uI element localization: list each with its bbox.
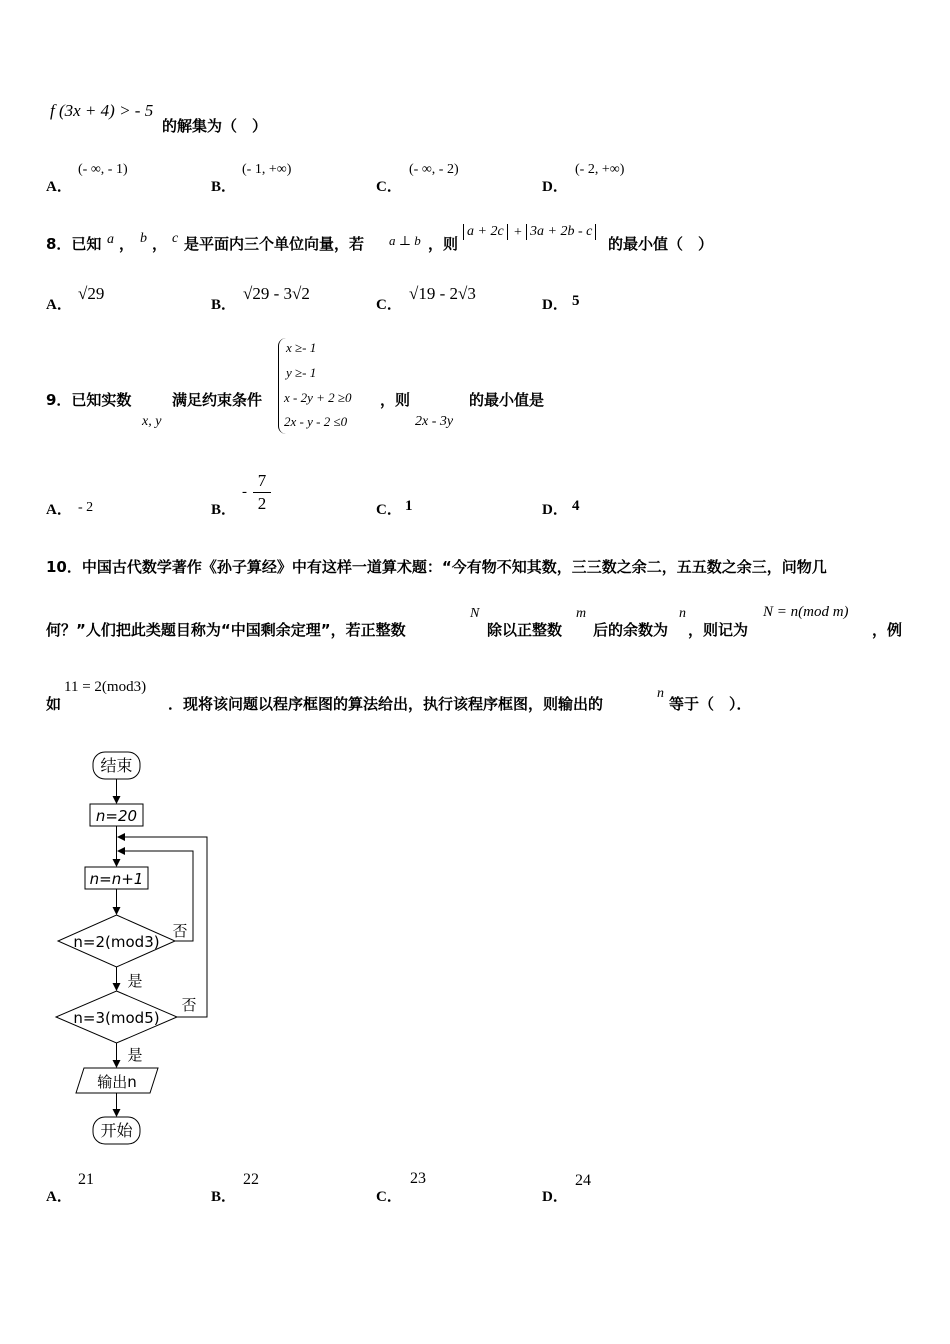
q8-vector-b: b xyxy=(140,231,147,246)
q9-constraint-2: y ≥- 1 xyxy=(286,365,317,380)
q9-option-d-letter: D． xyxy=(542,502,568,518)
q8-vector-c: c xyxy=(172,231,179,246)
q8-norm-1: a + 2c xyxy=(463,224,508,240)
q8-option-d-letter: D． xyxy=(542,297,568,313)
q8-prefix: 8．已知 xyxy=(46,235,102,253)
q7-inequality: f (3x + 4) > - 5 xyxy=(50,101,154,120)
q9-option-a-value: - 2 xyxy=(78,500,94,515)
q10-option-b-letter: B． xyxy=(211,1189,237,1205)
q10-line-3b: ．现将该问题以程序框图的算法给出，执行该程序框图，则输出的 xyxy=(168,695,604,713)
q7-option-a-letter: A． xyxy=(46,179,72,195)
flow-cond2-label: n=3(mod5) xyxy=(73,1009,160,1027)
q8-option-c-letter: C． xyxy=(376,297,402,313)
q9-vars: x, y xyxy=(142,414,162,429)
q7-option-a-value: (- ∞, - 1) xyxy=(78,162,128,177)
q8-then: ，则 xyxy=(428,235,459,253)
q10-option-d-value: 24 xyxy=(575,1172,591,1189)
q7-option-b-letter: B． xyxy=(211,179,237,195)
q8-option-d-value: 5 xyxy=(572,293,580,309)
q10-option-c-value: 23 xyxy=(410,1170,426,1187)
q9-option-c-letter: C． xyxy=(376,502,402,518)
flow-no-1-label: 否 xyxy=(172,922,188,940)
q7-option-d-letter: D． xyxy=(542,179,568,195)
q8-suffix: 的最小值（ ） xyxy=(608,235,714,253)
q8-perp-condition: a ⊥ b xyxy=(389,233,421,248)
q8-option-a-letter: A． xyxy=(46,297,72,313)
q9-suffix: 的最小值是 xyxy=(469,391,545,409)
q7-option-b-value: (- 1, +∞) xyxy=(242,162,292,177)
q8-comma-1: ， xyxy=(119,235,135,253)
q9-option-b-sign: - xyxy=(242,484,247,500)
q10-option-a-value: 21 xyxy=(78,1171,94,1188)
q9-constraint-3: x - 2y + 2 ≥0 xyxy=(284,390,352,405)
flow-yes-1-label: 是 xyxy=(127,972,143,990)
q10-option-c-letter: C． xyxy=(376,1189,402,1205)
q9-prefix: 9．已知实数 xyxy=(46,391,132,409)
q10-line-2e: ，例 xyxy=(872,621,903,639)
q10-line-3c: 等于（ ）． xyxy=(669,695,752,713)
q10-example: 11 = 2(mod3) xyxy=(64,679,147,695)
flow-cond1-label: n=2(mod3) xyxy=(73,933,160,951)
q10-var-m: m xyxy=(576,606,587,621)
q10-option-d-letter: D． xyxy=(542,1189,568,1205)
flow-no-2-label: 否 xyxy=(181,996,197,1014)
q10-line-3a: 如 xyxy=(46,695,62,713)
q9-option-b-denominator: 2 xyxy=(257,494,267,513)
q10-line-2d: ，则记为 xyxy=(688,621,749,639)
q10-option-b-value: 22 xyxy=(243,1171,259,1188)
q9-option-d-value: 4 xyxy=(572,498,580,514)
q10-line-2b: 除以正整数 xyxy=(487,621,563,639)
q8-option-c-value: √19 - 2√3 xyxy=(409,284,476,303)
q8-option-b-value: √29 - 3√2 xyxy=(243,284,310,303)
q8-norm-2: 3a + 2b - c xyxy=(526,224,596,240)
q10-line-1: 10．中国古代数学著作《孙子算经》中有这样一道算术题：“今有物不知其数，三三数之余二，五五数之余三，问物几 xyxy=(46,558,827,576)
q10-notation: N = n(mod m) xyxy=(763,604,849,620)
q10-var-N: N xyxy=(470,606,480,621)
q10-var-n-2: n xyxy=(657,686,664,701)
q7-option-c-letter: C． xyxy=(376,179,402,195)
flow-init-label: n=20 xyxy=(95,807,138,825)
flow-bottom-terminal-label: 开始 xyxy=(100,1121,133,1140)
q9-target: 2x - 3y xyxy=(415,414,454,429)
flow-yes-2-label: 是 xyxy=(127,1046,143,1064)
q7-suffix: 的解集为（ ） xyxy=(162,117,268,135)
q8-vector-a: a xyxy=(107,232,114,247)
q9-option-a-letter: A． xyxy=(46,502,72,518)
q8-option-b-letter: B． xyxy=(211,297,237,313)
q9-constraint-4: 2x - y - 2 ≤0 xyxy=(284,414,348,429)
q8-comma-2: ， xyxy=(152,235,168,253)
flow-output-label: 输出n xyxy=(97,1073,137,1091)
q8-option-a-value: √29 xyxy=(78,284,105,303)
q10-line-2a: 何？”人们把此类题目称为“中国剩余定理”，若正整数 xyxy=(46,621,406,639)
flow-incr-label: n=n+1 xyxy=(89,870,144,888)
q7-option-c-value: (- ∞, - 2) xyxy=(409,162,459,177)
q9-then: ，则 xyxy=(380,391,411,409)
q8-plus: + xyxy=(514,225,522,240)
q7-option-d-value: (- 2, +∞) xyxy=(575,162,625,177)
q9-mid: 满足约束条件 xyxy=(172,391,263,409)
q9-option-b-numerator: 7 xyxy=(257,471,267,490)
q10-option-a-letter: A． xyxy=(46,1189,72,1205)
q10-var-n: n xyxy=(679,606,686,621)
q9-constraint-1: x ≥- 1 xyxy=(286,340,317,355)
q9-option-c-value: 1 xyxy=(405,498,413,514)
q9-option-b-letter: B． xyxy=(211,502,237,518)
flow-top-terminal-label: 结束 xyxy=(100,756,133,775)
q10-line-2c: 后的余数为 xyxy=(593,621,669,639)
q8-mid-text: 是平面内三个单位向量，若 xyxy=(184,235,365,253)
